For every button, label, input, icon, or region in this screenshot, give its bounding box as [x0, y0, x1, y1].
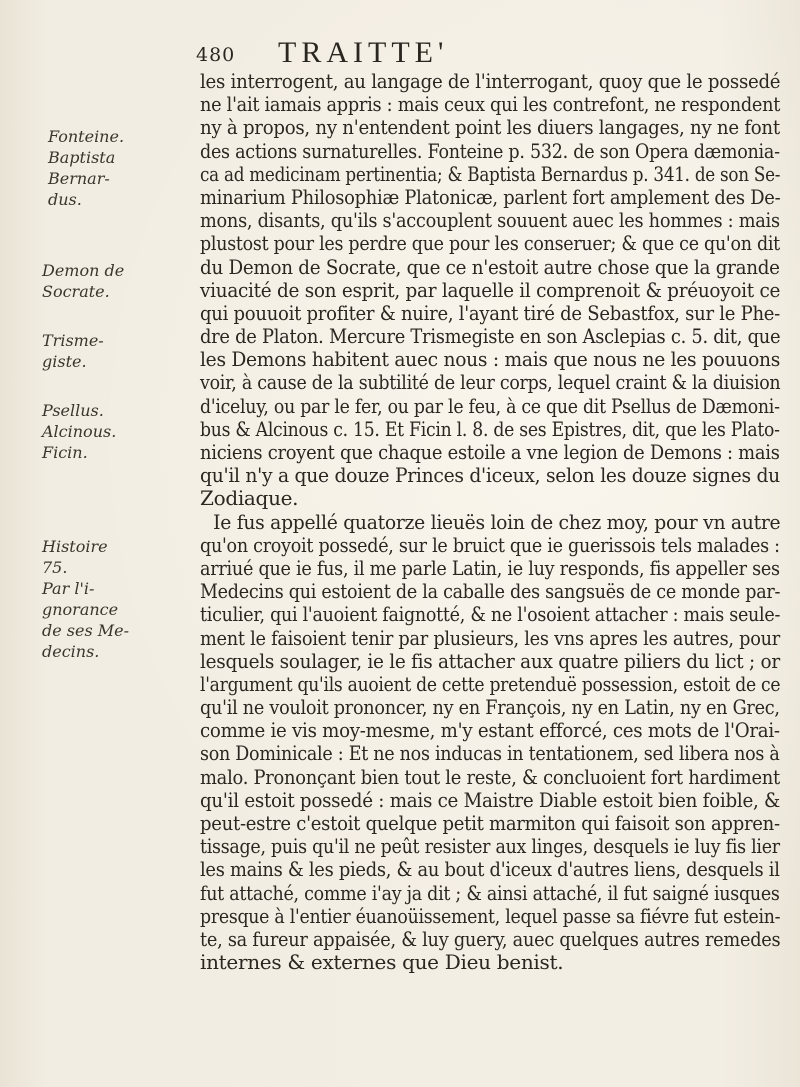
running-title: TRAITTE' — [278, 36, 449, 69]
margin-note-line: Histoire — [42, 537, 108, 556]
text-line: qui pouuoit profiter & nuire, l'ayant tiré de Sebastfox, sur le Phe- — [200, 300, 780, 325]
margin-note-line: gnorance — [42, 600, 119, 619]
margin-note-psellus — [42, 400, 116, 463]
margin-note-fonteine — [48, 126, 124, 210]
text-line: ment le faisoient tenir par plusieurs, les vns apres les autres, pour — [200, 625, 780, 650]
margin-note-line: dus. — [48, 190, 82, 209]
text-line: ne l'ait iamais appris : mais ceux qui les contrefont, ne respondent — [200, 92, 781, 117]
margin-note-line: de ses Me- — [42, 621, 130, 640]
text-line: son Dominicale : Et ne nos inducas in tentationem, sed libera nos à — [200, 741, 780, 766]
text-line: des actions surnaturelles. Fonteine p. 532. de son Opera dæmonia- — [200, 138, 780, 163]
margin-note-line: Baptista — [48, 148, 116, 167]
margin-note-line: Ficin. — [42, 443, 88, 462]
margin-note-line: Bernar- — [48, 169, 110, 188]
main-text — [200, 70, 780, 974]
text-line: Medecins qui estoient de la caballe des sangsuës de ce monde par- — [200, 579, 781, 604]
text-line: peut-estre c'estoit quelque petit marmiton qui faisoit son appren- — [200, 811, 780, 835]
margin-notes — [0, 0, 200, 1087]
text-line: fut attaché, comme i'ay ja dit ; & ainsi attaché, il fut saigné iusques — [200, 880, 780, 905]
text-line: les mains & les pieds, & au bout d'iceux d'autres liens, desquels il — [200, 857, 780, 882]
margin-note-line: giste. — [42, 352, 87, 371]
text-line: ticulier, qui l'auoient faignotté, & ne l'osoient attacher : mais seule- — [200, 602, 781, 627]
text-line: tissage, puis qu'il ne peût resister aux linges, desquels ie luy fis lier — [200, 834, 780, 859]
text-line: comme ie vis moy-mesme, m'y estant efforcé, ces mots de l'Orai- — [200, 718, 780, 743]
text-line: Ie fus appellé quatorze lieuës loin de chez moy, pour vn autre — [213, 509, 781, 534]
margin-note-trismegiste — [42, 330, 104, 372]
text-line: plustost pour les perdre que pour les conseruer; & que ce qu'on dit — [200, 231, 780, 256]
text-line: du Demon de Socrate, que ce n'estoit autre chose que la grande — [200, 254, 780, 279]
text-line: d'iceluy, ou par le fer, ou par le feu, à ce que dit Psellus de Dæmoni- — [200, 393, 780, 418]
margin-note-histoire — [42, 536, 129, 662]
text-line: lesquels soulager, ie le fis attacher aux quatre piliers du lict ; or — [200, 648, 780, 673]
text-line: qu'il estoit possedé : mais ce Maistre Diable estoit bien foible, & — [200, 787, 781, 812]
margin-note-line: Demon de — [42, 261, 125, 280]
text-line: les Demons habitent auec nous : mais que nous ne les pouuons — [200, 347, 781, 372]
margin-note-line: Par l'i- — [42, 579, 95, 598]
text-line: qu'il n'y a que douze Princes d'iceux, selon les douze signes du — [200, 463, 780, 488]
text-line: l'argument qu'ils auoient de cette pretenduë possession, estoit de ce — [200, 671, 781, 696]
text-line: qu'on croyoit possedé, sur le bruict que ie guerissois tels malades : — [200, 532, 780, 557]
text-line: qu'il ne vouloit prononcer, ny en François, ny en Latin, ny en Grec, — [200, 695, 780, 720]
text-line: ca ad medicinam pertinentia; & Baptista Bernardus p. 341. de son Se- — [200, 161, 781, 186]
page-number: 480 — [196, 44, 236, 66]
text-line: niciens croyent que chaque estoile a vne legion de Demons : mais — [200, 440, 780, 464]
text-line: internes & externes que Dieu benist. — [200, 950, 564, 975]
text-line: dre de Platon. Mercure Trismegiste en son Asclepias c. 5. dit, que — [200, 324, 781, 349]
margin-note-line: Fonteine. — [48, 127, 125, 146]
margin-note-line: decins. — [42, 642, 100, 661]
text-line: voir, à cause de la subtilité de leur corps, lequel craint & la diuision — [200, 370, 781, 395]
text-line: malo. Prononçant bien tout le reste, & concluoient fort hardiment — [200, 764, 780, 789]
text-line: minarium Philosophiæ Platonicæ, parlent fort amplement des De- — [200, 184, 781, 209]
margin-note-line: Socrate. — [42, 282, 110, 301]
margin-note-line: Trisme- — [42, 331, 104, 350]
text-line: bus & Alcinous c. 15. Et Ficin l. 8. de ses Epistres, dit, que les Plato- — [200, 416, 780, 441]
text-line: ny à propos, ny n'entendent point les diuers langages, ny ne font — [200, 115, 780, 140]
text-line: mons, disants, qu'ils s'accouplent souuent auec les hommes : mais — [200, 208, 780, 233]
text-line: presque à l'entier éuanoüissement, lequel passe sa fiévre fut estein- — [200, 903, 781, 928]
margin-note-line: 75. — [42, 558, 68, 577]
text-line: Zodiaque. — [200, 486, 299, 511]
text-line: arriué que ie fus, il me parle Latin, ie luy responds, fis appeller ses — [200, 555, 780, 580]
margin-note-line: Alcinous. — [42, 422, 117, 441]
margin-note-socrate — [42, 260, 124, 302]
margin-note-line: Psellus. — [42, 401, 104, 420]
text-line: te, sa fureur appaisée, & luy guery, auec quelques autres remedes — [200, 926, 781, 951]
text-line: les interrogent, au langage de l'interrogant, quoy que le possedé — [200, 69, 781, 93]
text-line: viuacité de son esprit, par laquelle il comprenoit & préuoyoit ce — [200, 277, 781, 302]
